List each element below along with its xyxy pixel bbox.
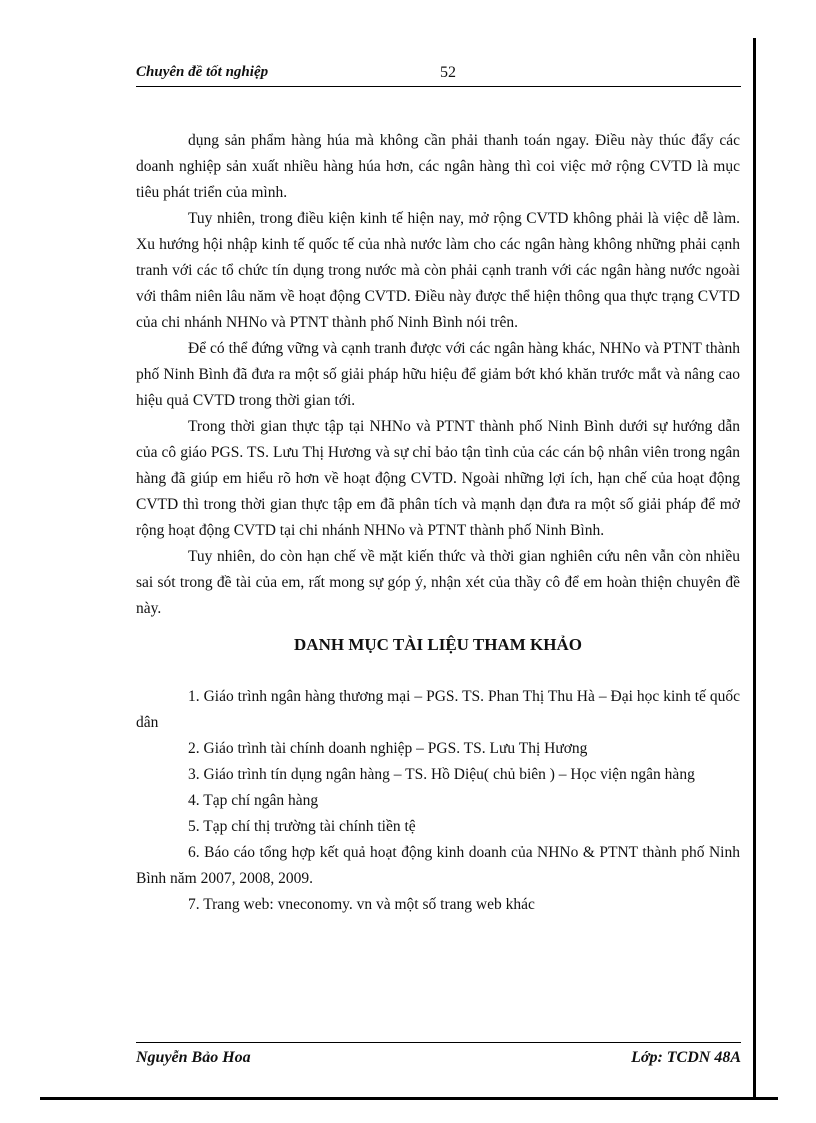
reference-item: 2. Giáo trình tài chính doanh nghiệp – PGS. TS. Lưu Thị Hương (188, 740, 588, 757)
class-label: Lớp: TCDN 48A (631, 1049, 741, 1066)
paragraph: Tuy nhiên, do còn hạn chế về mặt kiến thức và thời gian nghiên cứu nên vẫn còn nhiều sai sót trong đề tài của em, rất mong sự góp ý, nhận xét của thầy cô để em hoàn thiện chuyên đề này. (136, 548, 740, 617)
reference-item: 5. Tạp chí thị trường tài chính tiền tệ (188, 818, 416, 835)
paragraph: Tuy nhiên, trong điều kiện kinh tế hiện nay, mở rộng CVTD không phải là việc dễ làm. Xu hướng hội nhập kinh tế quốc tế của nhà nước làm cho các ngân hàng không những phải cạnh tranh với các tổ chức tín dụng trong nước mà còn phải cạnh tranh với các ngân hàng nước ngoài với thâm niên lâu năm về hoạt động CVTD. Điều này được thể hiện thông qua thực trạng CVTD của chi nhánh NHNo và PTNT thành phố Ninh Bình nói trên. (136, 210, 740, 331)
reference-item: 1. Giáo trình ngân hàng thương mại – PGS. TS. Phan Thị Thu Hà – Đại học kinh tế quốc dân (136, 688, 740, 731)
page-border-bottom (40, 1097, 778, 1100)
reference-item: 3. Giáo trình tín dụng ngân hàng – TS. Hồ Diệu( chủ biên ) – Học viện ngân hàng (188, 766, 695, 783)
page-border-right (753, 38, 756, 1098)
paragraph: Trong thời gian thực tập tại NHNo và PTNT thành phố Ninh Bình dưới sự hướng dẫn của cô giáo PGS. TS. Lưu Thị Hương và sự chỉ bảo tận tình của các cán bộ nhân viên trong ngân hàng đã giúp em hiểu rõ hơn về hoạt động CVTD. Ngoài những lợi ích, hạn chế của hoạt động CVTD thì trong thời gian thực tập em đã phân tích và mạnh dạn đưa ra một số giải pháp để mở rộng hoạt động CVTD tại chi nhánh NHNo và PTNT thành phố Ninh Bình. (136, 418, 740, 539)
header-title: Chuyên đề tốt nghiệp (136, 64, 269, 80)
page-footer (136, 1042, 741, 1069)
paragraph: Để có thể đứng vững và cạnh tranh được với các ngân hàng khác, NHNo và PTNT thành phố Ninh Bình đã đưa ra một số giải pháp hữu hiệu để giảm bớt khó khăn trước mắt và nâng cao hiệu quả CVTD trong thời gian tới. (136, 340, 740, 409)
page-number: 52 (440, 64, 456, 81)
references-list (136, 684, 740, 918)
body-text (136, 128, 740, 918)
author-name: Nguyễn Bảo Hoa (136, 1049, 251, 1066)
reference-item: 4. Tạp chí ngân hàng (188, 792, 319, 809)
paragraph: dụng sản phẩm hàng húa mà không cần phải thanh toán ngay. Điều này thúc đẩy các doanh nghiệp sản xuất nhiều hàng húa hơn, các ngân hàng thì coi việc mở rộng CVTD là mục tiêu phát triển của mình. (136, 132, 740, 201)
references-title: DANH MỤC TÀI LIỆU THAM KHẢO (294, 635, 582, 654)
page-header (136, 62, 741, 87)
reference-item: 6. Báo cáo tổng hợp kết quả hoạt động kinh doanh của NHNo & PTNT thành phố Ninh Bình năm 2007, 2008, 2009. (136, 844, 740, 887)
reference-item: 7. Trang web: vneconomy. vn và một số trang web khác (188, 896, 535, 913)
